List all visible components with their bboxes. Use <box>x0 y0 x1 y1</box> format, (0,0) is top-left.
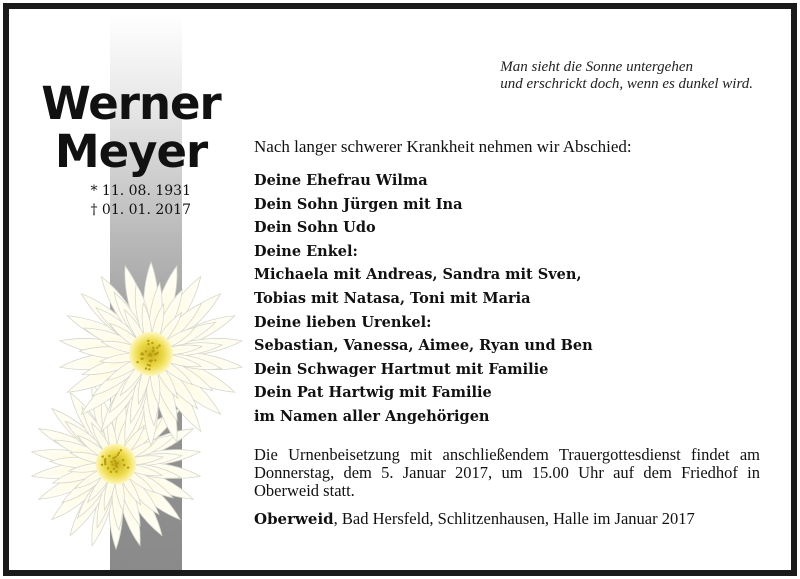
obituary-notice <box>3 3 797 576</box>
mourner-line: Dein Sohn Jürgen mit Ina <box>254 195 463 213</box>
mourner-line: Dein Pat Hartwig mit Familie <box>254 384 492 402</box>
closing-place-bold: Oberweid <box>254 510 334 528</box>
farewell-intro: Nach langer schwerer Krankheit nehmen wir Abschied: <box>254 137 632 156</box>
mourner-line: Deine Ehefrau Wilma <box>254 172 428 189</box>
deceased-first-name: Werner <box>41 77 221 130</box>
mourner-line: Deine lieben Urenkel: <box>254 313 432 331</box>
mourner-line: Sebastian, Vanessa, Aimee, Ryan und Ben <box>254 337 593 355</box>
closing-place-rest: , Bad Hersfeld, Schlitzenhausen, Halle im Januar 2017 <box>333 509 695 528</box>
mourner-line: Michaela mit Andreas, Sandra mit Sven, <box>254 266 582 284</box>
mourners-list <box>254 169 593 429</box>
mourner-line: im Namen aller Angehörigen <box>254 407 490 425</box>
death-date: † 01. 01. 2017 <box>90 202 191 218</box>
deceased-last-name: Meyer <box>54 125 208 178</box>
life-dates <box>71 182 191 220</box>
birth-date: * 11. 08. 1931 <box>90 183 191 199</box>
dahlia-flower-image <box>21 259 251 559</box>
memorial-quote <box>500 59 753 93</box>
funeral-service-info: Die Urnenbeisetzung mit anschließendem Trauergottesdienst findet am Donnerstag, dem 5. Januar 2017, um 15.00 Uhr auf dem Friedhof in Oberweid statt. <box>254 445 760 500</box>
mourner-line: Dein Schwager Hartmut mit Familie <box>254 360 549 378</box>
mourner-line: Deine Enkel: <box>254 242 358 260</box>
quote-line-2: und erschrickt doch, wenn es dunkel wird. <box>500 76 753 92</box>
closing-places-date <box>254 509 695 529</box>
quote-line-1: Man sieht die Sonne untergehen <box>500 59 693 75</box>
mourner-line: Tobias mit Natasa, Toni mit Maria <box>254 289 531 307</box>
mourner-line: Dein Sohn Udo <box>254 219 376 237</box>
